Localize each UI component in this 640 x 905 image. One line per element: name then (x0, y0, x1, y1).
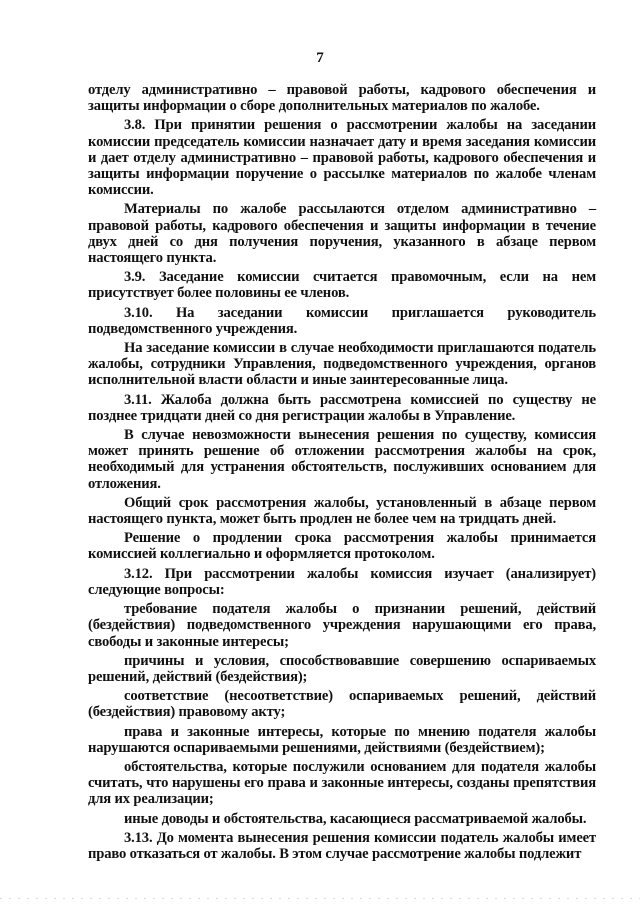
paragraph: причины и условия, способствовавшие совершению оспариваемых решений, действий (бездействия); (88, 652, 596, 685)
paragraph: отделу административно – правовой работы, кадрового обеспечения и защиты информации о сборе дополнительных материалов по жалобе. (88, 82, 596, 115)
paragraph: Материалы по жалобе рассылаются отделом административно – правовой работы, кадрового обеспечения и защиты информации в течение двух дней со дня получения поручения, указанного в абзаце первом настоящего пункта. (88, 201, 596, 267)
paragraph: 3.11. Жалоба должна быть рассмотрена комиссией по существу не позднее тридцати дней со дня регистрации жалобы в Управление. (88, 391, 596, 424)
paragraph: Общий срок рассмотрения жалобы, установленный в абзаце первом настоящего пункта, может быть продлен не более чем на тридцать дней. (88, 494, 596, 528)
paragraph: 3.8. При принятии решения о рассмотрении жалобы на заседании комиссии председатель комиссии назначает дату и время заседания комиссии и дает отделу административно – правовой работы, кадрового обеспечения и защиты информации поручение о рассылке материалов по жалобе членам комиссии. (88, 117, 596, 199)
paragraph: 3.10. На заседании комиссии приглашается руководитель подведомственного учреждения. (88, 304, 596, 337)
paragraph: права и законные интересы, которые по мнению подателя жалобы нарушаются оспариваемыми решениями, действиями (бездействием); (88, 723, 596, 756)
paragraph: 3.13. До момента вынесения решения комиссии податель жалобы имеет право отказаться от жалобы. В этом случае рассмотрение жалобы подлежит (88, 829, 596, 862)
paragraph: обстоятельства, которые послужили основанием для подателя жалобы считать, что нарушены его права и законные интересы, созданы препятствия для их реализации; (88, 758, 596, 808)
paragraph: 3.12. При рассмотрении жалобы комиссия изучает (анализирует) следующие вопросы: (88, 565, 596, 598)
paragraph: 3.9. Заседание комиссии считается правомочным, если на нем присутствует более половины ее членов. (88, 269, 596, 302)
scan-artifact-line (0, 898, 640, 899)
document-body (88, 82, 596, 865)
paragraph: требование подателя жалобы о признании решений, действий (бездействия) подведомственного учреждения нарушающими его права, свободы и законные интересы; (88, 601, 596, 650)
paragraph: На заседание комиссии в случае необходимости приглашаются податель жалобы, сотрудники Управления, подведомственного учреждения, органов исполнительной власти области и иные заинтересованные лица. (88, 340, 596, 389)
page-number: 7 (316, 50, 324, 66)
paragraph: соответствие (несоответствие) оспариваемых решений, действий (бездействия) правовому акту; (88, 688, 596, 721)
paragraph: В случае невозможности вынесения решения по существу, комиссия может принять решение об отложении рассмотрения жалобы на срок, необходимый для устранения обстоятельств, послуживших основанием для отложения. (88, 427, 596, 492)
paragraph: иные доводы и обстоятельства, касающиеся рассматриваемой жалобы. (124, 810, 587, 827)
paragraph: Решение о продлении срока рассмотрения жалобы принимается комиссией коллегиально и оформляется протоколом. (88, 530, 596, 563)
